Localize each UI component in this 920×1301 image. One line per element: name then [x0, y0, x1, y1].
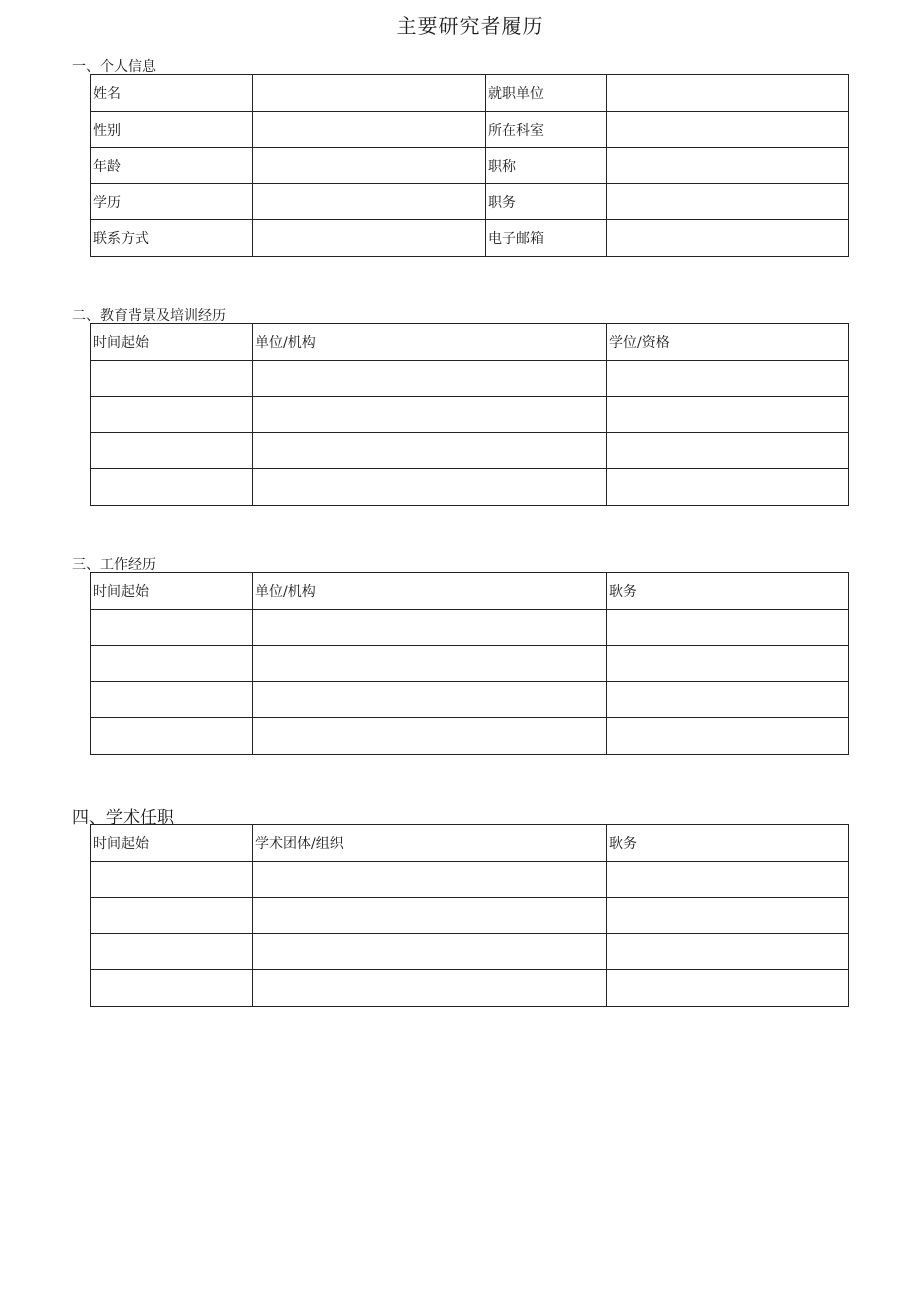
role-cell[interactable] — [607, 970, 849, 1007]
time-cell[interactable] — [91, 934, 253, 970]
education-field[interactable] — [253, 184, 486, 220]
column-header-role: 耿务 — [607, 825, 849, 862]
field-label-contact: 联系方式 — [91, 220, 253, 257]
degree-cell[interactable] — [607, 397, 849, 433]
table-row — [91, 220, 849, 257]
age-field[interactable] — [253, 148, 486, 184]
academic-table — [90, 824, 849, 1007]
column-header-organization: 学术团体/组织 — [253, 825, 607, 862]
organization-cell[interactable] — [253, 934, 607, 970]
education-table — [90, 323, 849, 506]
table-row — [91, 682, 849, 718]
document-title: 主要研究者履历 — [396, 14, 544, 38]
degree-cell[interactable] — [607, 433, 849, 469]
field-label-gender: 性别 — [91, 112, 253, 148]
column-header-role: 耿务 — [607, 573, 849, 610]
institution-cell[interactable] — [253, 361, 607, 397]
role-cell[interactable] — [607, 718, 849, 755]
table-header-row — [91, 573, 849, 610]
table-row — [91, 112, 849, 148]
table-row — [91, 970, 849, 1007]
role-cell[interactable] — [607, 862, 849, 898]
section-heading-personal-info: 一、个人信息 — [72, 59, 156, 75]
column-header-degree: 学位/资格 — [607, 324, 849, 361]
table-row — [91, 397, 849, 433]
role-cell[interactable] — [607, 682, 849, 718]
column-header-time: 时间起始 — [91, 324, 253, 361]
column-header-institution: 单位/机构 — [253, 573, 607, 610]
table-row — [91, 610, 849, 646]
table-row — [91, 934, 849, 970]
role-cell[interactable] — [607, 934, 849, 970]
time-cell[interactable] — [91, 970, 253, 1007]
role-cell[interactable] — [607, 610, 849, 646]
field-label-email: 电子邮箱 — [486, 220, 607, 257]
institution-cell[interactable] — [253, 682, 607, 718]
employer-field[interactable] — [607, 75, 849, 112]
column-header-time: 时间起始 — [91, 573, 253, 610]
column-header-institution: 单位/机构 — [253, 324, 607, 361]
time-cell[interactable] — [91, 718, 253, 755]
table-row — [91, 184, 849, 220]
time-cell[interactable] — [91, 610, 253, 646]
organization-cell[interactable] — [253, 970, 607, 1007]
field-label-name: 姓名 — [91, 75, 253, 112]
degree-cell[interactable] — [607, 361, 849, 397]
column-header-time: 时间起始 — [91, 825, 253, 862]
institution-cell[interactable] — [253, 610, 607, 646]
organization-cell[interactable] — [253, 862, 607, 898]
time-cell[interactable] — [91, 646, 253, 682]
contact-field[interactable] — [253, 220, 486, 257]
institution-cell[interactable] — [253, 469, 607, 506]
table-row — [91, 469, 849, 506]
table-row — [91, 361, 849, 397]
section-heading-work: 三、工作经历 — [72, 557, 156, 573]
department-field[interactable] — [607, 112, 849, 148]
degree-cell[interactable] — [607, 469, 849, 506]
time-cell[interactable] — [91, 682, 253, 718]
gender-field[interactable] — [253, 112, 486, 148]
field-label-age: 年龄 — [91, 148, 253, 184]
institution-cell[interactable] — [253, 646, 607, 682]
time-cell[interactable] — [91, 862, 253, 898]
table-row — [91, 75, 849, 112]
time-cell[interactable] — [91, 433, 253, 469]
time-cell[interactable] — [91, 397, 253, 433]
organization-cell[interactable] — [253, 898, 607, 934]
personal-info-table — [90, 74, 849, 257]
role-cell[interactable] — [607, 898, 849, 934]
institution-cell[interactable] — [253, 397, 607, 433]
table-row — [91, 898, 849, 934]
table-row — [91, 646, 849, 682]
position-field[interactable] — [607, 184, 849, 220]
field-label-position: 职务 — [486, 184, 607, 220]
section-heading-academic: 四、学术任职 — [72, 808, 174, 828]
table-row — [91, 718, 849, 755]
time-cell[interactable] — [91, 469, 253, 506]
field-label-title: 职称 — [486, 148, 607, 184]
table-row — [91, 148, 849, 184]
field-label-employer: 就职单位 — [486, 75, 607, 112]
work-table — [90, 572, 849, 755]
time-cell[interactable] — [91, 361, 253, 397]
section-heading-education: 二、教育背景及培训经历 — [72, 308, 226, 324]
email-field[interactable] — [607, 220, 849, 257]
field-label-education: 学历 — [91, 184, 253, 220]
institution-cell[interactable] — [253, 718, 607, 755]
institution-cell[interactable] — [253, 433, 607, 469]
name-field[interactable] — [253, 75, 486, 112]
table-header-row — [91, 324, 849, 361]
table-header-row — [91, 825, 849, 862]
professional-title-field[interactable] — [607, 148, 849, 184]
time-cell[interactable] — [91, 898, 253, 934]
table-row — [91, 433, 849, 469]
role-cell[interactable] — [607, 646, 849, 682]
field-label-department: 所在科室 — [486, 112, 607, 148]
table-row — [91, 862, 849, 898]
